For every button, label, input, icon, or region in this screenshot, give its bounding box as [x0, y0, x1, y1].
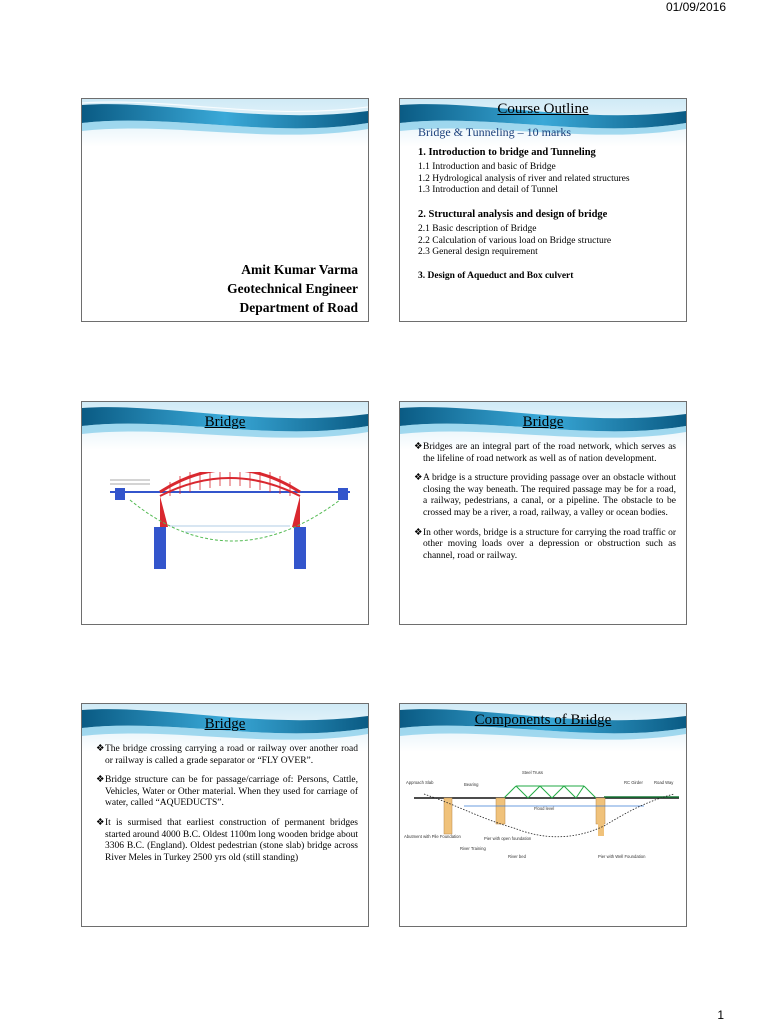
bullet-item: ❖A bridge is a structure providing passage over an obstacle without closing the way beneath. The required passage may be for a road, a railway, pedestrians, a canal, or a pipeline. The obstacle to be crossed may be a river, a road, railway, a valley or ocean bodies.	[414, 473, 676, 518]
outline-subtitle: Bridge & Tunneling – 10 marks	[418, 125, 572, 139]
bullet-item: ❖Bridge structure can be for passage/carriage of: Persons, Cattle, Vehicles, Water or Other material. When they used for carriage of water, called “AQUEDUCTS”.	[96, 775, 358, 809]
section-item: 2.2 Calculation of various load on Bridge structure	[418, 235, 612, 246]
section-item: 1.2 Hydrological analysis of river and related structures	[418, 173, 630, 184]
author-department: Department of Road	[239, 300, 358, 315]
slide-bridge-history	[81, 703, 369, 927]
outline-body	[418, 127, 676, 282]
diamond-bullet-icon: ❖	[96, 817, 105, 828]
diamond-bullet-icon: ❖	[414, 527, 423, 538]
diamond-bullet-icon: ❖	[96, 775, 105, 786]
slide-title-text: Components of Bridge	[474, 712, 612, 728]
section-heading: 1. Introduction to bridge and Tunneling	[418, 146, 596, 158]
label-abutment: Abutment with Pile Foundation	[404, 834, 461, 839]
bullet-item: ❖Bridges are an integral part of the road network, which serves as the lifeline of road network as well as of nation development.	[414, 442, 676, 464]
bullet-item: ❖It is surmised that earliest construction of permanent bridges started around 4000 B.C. Oldest 1100m long wooden bridge about 3306 B.C. (England). Oldest pedestrian (stone slab) bridge across River Meles in Turkey 2500 yrs old (still standing)	[96, 817, 358, 863]
page-number: 1	[717, 1008, 724, 1022]
bullet-item: ❖The bridge crossing carrying a road or railway over another road or railway is called a grade separator or “FLY OVER”.	[96, 744, 358, 766]
label-rc-girder: RC Girder	[624, 780, 643, 785]
label-steel-truss: Steel Truss	[522, 770, 543, 775]
section-item: 2.1 Basic description of Bridge	[418, 224, 537, 235]
slide-title-text: Course Outline	[497, 101, 589, 117]
label-pier-open: Pier with open foundation	[484, 836, 532, 841]
slide-title-text: Bridge	[204, 414, 246, 430]
diamond-bullet-icon: ❖	[414, 473, 423, 484]
label-pier-well: Pier with Well Foundation	[598, 854, 646, 859]
section-item: 1.3 Introduction and detail of Tunnel	[418, 185, 558, 196]
author-block	[227, 260, 358, 317]
bullet-list	[414, 442, 676, 570]
section-item: 1.1 Introduction and basic of Bridge	[418, 162, 556, 173]
label-approach-slab: Approach Slab	[406, 780, 434, 785]
section-item: 2.3 General design requirement	[418, 247, 538, 258]
slide-title-text: Bridge	[204, 716, 246, 732]
slide-bridge-definition	[399, 401, 687, 625]
slide-title	[81, 98, 369, 322]
label-bearing: Bearing	[464, 782, 479, 787]
label-river-bed: River bed	[508, 854, 526, 859]
diamond-bullet-icon: ❖	[96, 744, 105, 754]
slide-bridge-drawing	[81, 401, 369, 625]
slide-course-outline	[399, 98, 687, 322]
slide-title-text: Bridge	[522, 414, 564, 430]
bullet-list	[96, 744, 358, 872]
author-role: Geotechnical Engineer	[227, 281, 358, 296]
label-road-way: Road Way	[654, 780, 674, 785]
section-heading: 3. Design of Aqueduct and Box culvert	[418, 270, 574, 281]
label-river-training: River Training	[460, 846, 486, 851]
slide-components-of-bridge	[399, 703, 687, 927]
section-heading: 2. Structural analysis and design of bridge	[418, 208, 608, 220]
print-date: 01/09/2016	[665, 0, 726, 14]
diamond-bullet-icon: ❖	[414, 442, 423, 452]
bullet-item: ❖In other words, bridge is a structure for carrying the road traffic or other moving loads over a depression or obstruction such as channel, road or railway.	[414, 527, 676, 561]
header-band	[82, 99, 368, 147]
label-flood-level: Flood level	[534, 806, 555, 811]
author-name: Amit Kumar Varma	[241, 262, 358, 277]
arch-bridge-drawing	[90, 472, 360, 572]
bridge-components-diagram	[404, 764, 684, 864]
